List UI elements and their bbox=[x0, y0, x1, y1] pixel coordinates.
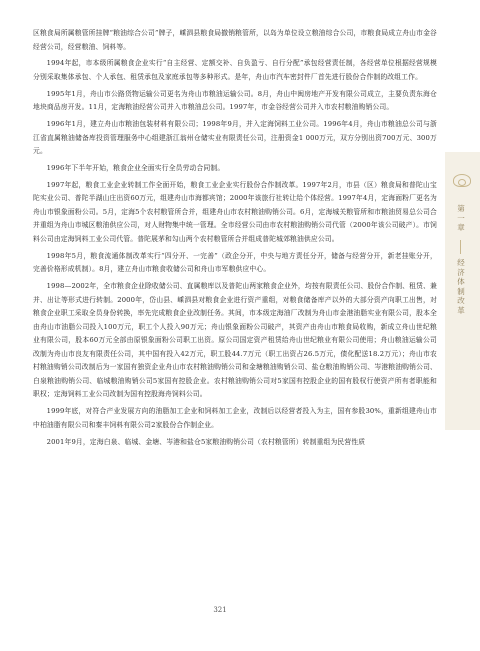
paragraph: 1999年底，对符合产业发展方向的油脂加工企业和饲料加工企业，改制后以经营者投入为主，国有参股30%，重新组建舟山市中柏油脂有限公司和秦丰饲料有限公司2家股份合作制企业。 bbox=[33, 407, 437, 429]
page-number: 321 bbox=[213, 606, 227, 614]
paragraph: 2001年9月，定海白泉、临城、金塘、岑港和盐仓5家粮油购销公司（农村粮管所）转制重组为民营性质 bbox=[46, 437, 366, 446]
body-text bbox=[33, 27, 437, 452]
chapter-label: 第一章 bbox=[457, 204, 465, 232]
paragraph: 1997年起，粮食工业企业转制工作全面开始，粮食工业企业实行股份合作制改革。1997年2月，市县（区）粮食局和普陀山宝陀实业公司、普陀半湖山庄出资60万元，组建舟山市海都宾馆；2000年该旅行社转让给个体经营。1997年4月，定海面粉厂更名为舟山市银象面粉公司。5月，定海5个农村粮管所合并，组建舟山市农村粮油购销公司。6月，定海城关粮管所和市粮油贸易总公司合并重组为舟山市城区粮油供应公司，对人财物集中统一管理。全市经营公司由市农村粮油购销公司代管（2000年该公司破产）。市饲料公司由定海饲料工业公司代管。普陀展茅和勾山两个农村粮管所合并组成普陀城郊粮油供应公司。 bbox=[33, 180, 437, 243]
chapter-side-tab bbox=[445, 152, 480, 430]
paragraph: 1996年下半年开始，粮食企业全面实行全员劳动合同制。 bbox=[46, 164, 225, 173]
paragraph: 区粮食局所属粮管所挂牌“粮油综合公司”牌子，嵊泗县粮食局撤销粮管所，以岛为单位设立粮油综合公司，市粮食局成立舟山市金谷经营公司，经营粮油、饲料等。 bbox=[33, 29, 437, 51]
paragraph: 1996年1月，建立舟山市粮油包装材料有限公司；1998年9月，并入定海饲料工业公司。1996年4月，舟山市粮油总公司与浙江省直属粮油储备库投资管理服务中心组建浙江翁州仓储实业有限责任公司，注册资金1 000万元，双方分别出资700万元、300万元。 bbox=[33, 120, 437, 156]
paragraph: 1994年起，市本级所属粮食企业实行“自主经营、定额交补、自负盈亏、自行分配”承包经营责任制，各经营单位根据经营规模分别采取集体承包、个人承包、租赁承包及家庭承包等多种形式。是年，舟山市汽车密封件厂首先进行股份合作制的改组工作。 bbox=[33, 59, 437, 81]
cloud-ornament-inner-icon bbox=[458, 179, 466, 186]
paragraph: 1995年1月，舟山市公路货物运输公司更名为舟山市粮油运输公司。8月，舟山中闽房地产开发有限公司成立，主要负责东海仓地块商品房开发。11月，定海粮油经营公司并入市粮油总公司。1997年，市金谷经营公司并入市农村粮油购销公司。 bbox=[33, 89, 437, 112]
paragraph: 1998年5月，粮食流通体制改革实行“四分开、一完善”（政企分开，中央与地方责任分开，储备与经营分开，新老挂账分开，完善价格形成机制）。8月，建立舟山市粮食收储公司和舟山市军粮供应中心。 bbox=[33, 251, 437, 274]
section-label: 经济体制改革 bbox=[457, 258, 465, 315]
paragraph: 1998—2002年，全市粮食企业除收储公司、直属粮库以及普陀山两家粮食企业外，均按有限责任公司、股份合作制、租赁、兼并、出让等形式进行转制。2000年，岱山县、嵊泗县对粮食企业进行资产重组，对粮食储备库产以外的大部分资产向职工出售，对粮食企业职工采取全员身份转换，率先完成粮食企业改制任务。其间，市本级定海油厂改制为舟山市金港油脂实业有限公司，股本全由舟山市油脂公司投入100万元，职工个人投入90万元；舟山银象面粉公司破产，其资产由舟山市粮食局收购，新成立舟山世纪粮业有限公司，股本60万元全部由原银象面粉公司职工出资。原公司国定资产租赁给舟山世纪粮业有限公司使用；舟山粮油运输公司改制为舟山市良友有限责任公司，其中国有投入42万元，职工股44.7万元（职工出资占26.5万元，债化配送18.2万元）；舟山市农村粮油购销公司改制后为一家国有独资企业舟山市农村粮油购销公司和金塘粮油购销公司、盐仓粮油购销公司、岑港粮油购销公司、白泉粮油购销公司、临城粮油购销公司5家国有控股企业。农村粮油购销公司对5家国有控股企业的国有股权行使资产所有者职能和职权；定海饲料工业公司改制为国有控股海舟饲料公司。 bbox=[33, 282, 437, 399]
tab-divider bbox=[460, 240, 461, 254]
